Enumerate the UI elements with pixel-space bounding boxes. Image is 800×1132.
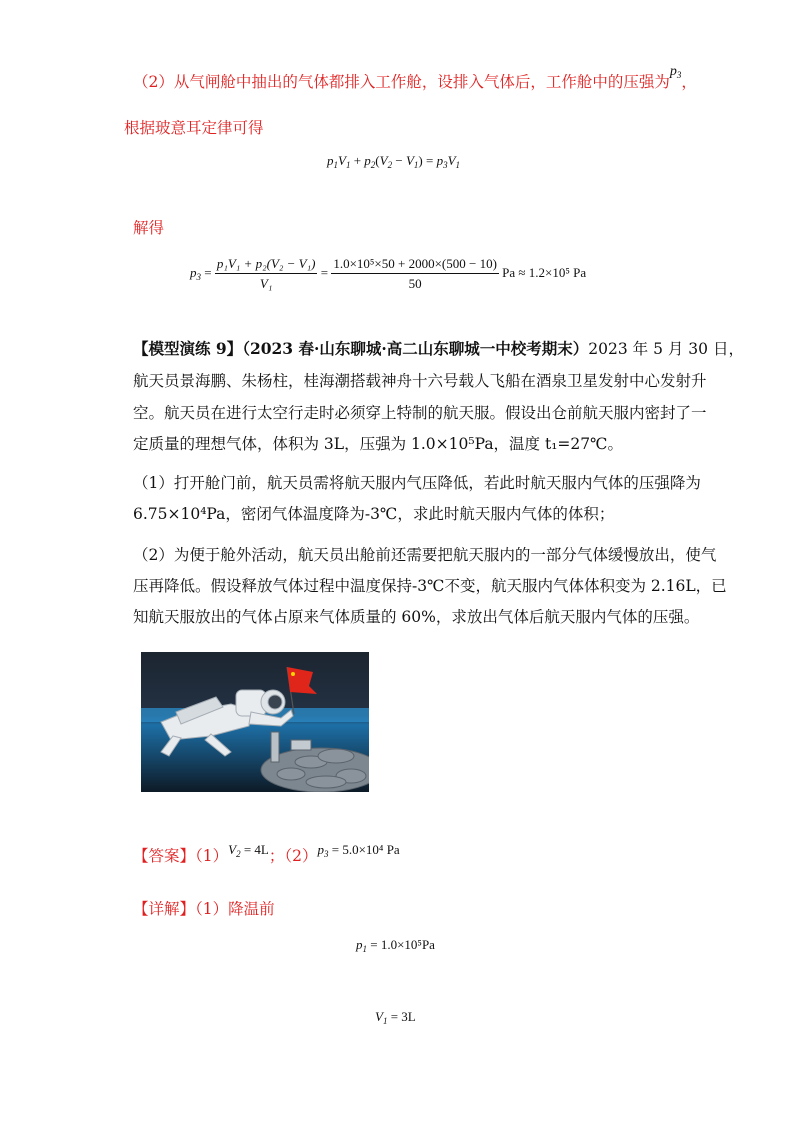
initial-volume-equation: $V_1 = 3L$ [375,1009,416,1026]
problem-header: 【模型演练 9】（2023 春·山东聊城·高二山东聊城一中校考期末）2023 年 5 月 30 日， [133,339,744,358]
detail-tag: 【详解】 [133,900,196,918]
question2-line3: 知航天服放出的气体占原来气体质量的 60%，求放出气体后航天服内气体的压强。 [133,608,700,626]
answer-line: 【答案】$(1)^{V_2 = 4L}$；$(2)^{p_3 = 5.0\times 10^4 Pa}$ [133,842,400,865]
problem-source: （2023 春·山东聊城·高二山东聊城一中校考期末） [242,339,589,358]
problem-tag: 【模型演练 9】 [133,339,243,358]
question2-line1: （2）为便于舱外活动，航天员出舱前还需要把航天服内的一部分气体缓慢放出，使气 [133,546,717,564]
pressure-solution-equation: $p_3$ = $\frac{\text{p₁V₁ + p₂(V₂ − V₁)}}{\text{V₁}}$ = $\frac{\text{1.0×10⁵×50 + 2000×(500 − 10)}}{50}$ Pa ≈ 1.2×10⁵ Pa [190,256,587,291]
answer-tag: 【答案】 [133,847,196,865]
boyle-equation: $p_1V_1 + p_2(V_2 - V_1) = p_3V_1$ [327,153,461,170]
problem-line3: 空。航天员在进行太空行走时必须穿上特制的航天服。假设出仓前航天服内密封了一 [133,404,707,422]
question1-line1: （1）打开舱门前，航天员需将航天服内气压降低，若此时航天服内气体的压强降为 [133,474,701,492]
part2-line1: （2）从气闸舱中抽出的气体都排入工作舱，设排入气体后，工作舱中的压强为$p_3$， [133,64,697,91]
astronaut-spacewalk-photo [141,652,369,792]
solve-label: 解得 [133,219,165,237]
question1-line2: 6.75×10⁴Pa，密闭气体温度降为-3℃，求此时航天服内气体的体积； [133,505,615,523]
problem-line2: 航天员景海鹏、朱杨柱，桂海潮搭载神舟十六号载人飞船在酒泉卫星发射中心发射升 [133,372,707,390]
part2-line2: 根据玻意耳定律可得 [124,119,264,137]
problem-line4: 定质量的理想气体，体积为 3L，压强为 1.0×10⁵Pa，温度 t₁=27℃。 [133,435,623,453]
detail-line: 【详解】（1）降温前 [133,900,275,918]
question2-line2: 压再降低。假设释放气体过程中温度保持-3℃不变，航天服内气体体积变为 2.16L，已 [133,577,727,595]
initial-pressure-equation: $p_1 = 1.0\times 10^5Pa$ [356,937,435,954]
